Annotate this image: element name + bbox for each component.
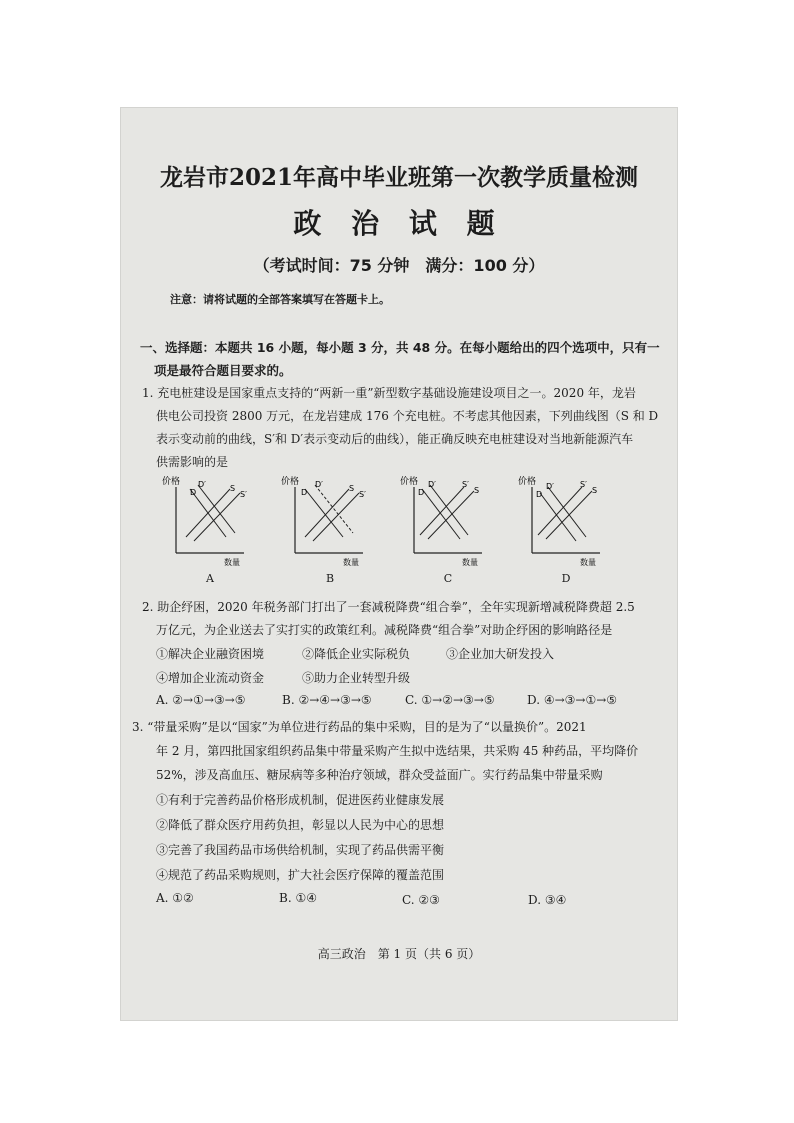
- chart-a-label-2: D: [190, 488, 197, 497]
- chart-c-option-label: C: [443, 572, 453, 585]
- q1-line-4: 供需影响的是: [156, 455, 229, 469]
- chart-c-label-1: D′: [428, 480, 436, 489]
- chart-a-label-1: D′: [198, 480, 206, 489]
- chart-d-xlabel: 数量: [580, 558, 596, 567]
- chart-d-ylabel: 价格: [518, 477, 537, 487]
- chart-b-label-2: D: [301, 488, 308, 497]
- chart-a-label-3: S: [230, 484, 236, 493]
- q2-option-b: B. ②→④→③→⑤: [282, 693, 372, 707]
- q3-item-3: ③完善了我国药品市场供给机制，实现了药品供需平衡: [156, 843, 445, 857]
- chart-b-label-1: D′: [315, 480, 323, 489]
- chart-c-label-3: S′: [462, 480, 469, 489]
- chart-a-label-4: S′: [240, 490, 247, 499]
- q2-option-a: A. ②→①→③→⑤: [156, 693, 246, 707]
- q2-option-c: C. ①→②→③→⑤: [405, 693, 495, 707]
- q3-line-1: 3. “带量采购”是以“国家”为单位进行药品的集中采购，目的是为了“以量换价”。2021: [132, 720, 587, 734]
- q2-item-3: ③企业加大研发投入: [446, 647, 555, 661]
- chart-b-ylabel: 价格: [281, 477, 300, 487]
- q3-option-c: C. ②③: [402, 893, 440, 907]
- chart-d-label-4: S: [592, 486, 598, 495]
- page-footer: 高三政治 第 1 页（共 6 页）: [317, 947, 481, 961]
- section-heading-line2: 项是最符合题目要求的。: [154, 363, 292, 378]
- notice: 注意：请将试题的全部答案填写在答题卡上。: [170, 293, 390, 306]
- chart-option-d: [516, 475, 616, 585]
- q3-item-1: ①有利于完善药品价格形成机制，促进医药业健康发展: [156, 793, 445, 807]
- chart-c-label-2: D: [418, 488, 425, 497]
- exam-paper: [120, 107, 678, 1021]
- chart-a-xlabel: 数量: [224, 558, 240, 567]
- chart-option-a: [160, 475, 260, 585]
- q2-item-1: ①解决企业融资困境: [156, 647, 265, 661]
- chart-c-xlabel: 数量: [462, 558, 478, 567]
- q2-item-2: ②降低企业实际税负: [302, 647, 411, 661]
- chart-b-xlabel: 数量: [343, 558, 359, 567]
- q1-line-2: 供电公司投资 2800 万元，在龙岩建成 176 个充电桩。不考虑其他因素，下列曲线图（S 和 D: [156, 409, 659, 423]
- section-heading-line1: 一、选择题：本题共 16 小题，每小题 3 分，共 48 分。在每小题给出的四个选项中，只有一: [140, 340, 660, 355]
- exam-title: 龙岩市2021年高中毕业班第一次教学质量检测: [159, 164, 638, 191]
- chart-b-label-3: S: [349, 484, 355, 493]
- q2-option-d: D. ④→③→①→⑤: [527, 693, 618, 707]
- chart-option-b: [279, 475, 379, 585]
- chart-d-option-label: D: [561, 572, 571, 585]
- q3-option-b: B. ①④: [279, 891, 317, 905]
- q3-option-a: A. ①②: [156, 891, 194, 905]
- q2-line-2: 万亿元，为企业送去了实打实的政策红利。减税降费“组合拳”对助企纾困的影响路径是: [156, 623, 613, 637]
- subject-title: 政 治 试 题: [293, 207, 505, 240]
- q3-item-4: ④规范了药品采购规则，扩大社会医疗保障的覆盖范围: [156, 868, 445, 882]
- q3-option-d: D. ③④: [528, 893, 567, 907]
- q3-line-2: 年 2 月，第四批国家组织药品集中带量采购产生拟中选结果，共采购 45 种药品，平均降价: [156, 744, 639, 758]
- exam-info: （考试时间：75 分钟 满分：100 分）: [253, 256, 545, 275]
- q1-line-1: 1. 充电桩建设是国家重点支持的“两新一重”新型数字基础设施建设项目之一。2020 年，龙岩: [142, 386, 636, 400]
- q2-item-4: ④增加企业流动资金: [156, 671, 265, 685]
- q2-line-1: 2. 助企纾困，2020 年税务部门打出了一套减税降费“组合拳”，全年实现新增减税降费超 2.5: [142, 600, 635, 614]
- q1-line-3: 表示变动前的曲线，S′和 D′表示变动后的曲线），能正确反映充电桩建设对当地新能源汽车: [156, 432, 634, 446]
- q3-line-3: 52%，涉及高血压、糖尿病等多种治疗领域，群众受益面广。实行药品集中带量采购: [156, 768, 603, 782]
- chart-c-label-4: S: [474, 486, 480, 495]
- q2-item-5: ⑤助力企业转型升级: [302, 671, 411, 685]
- chart-c-ylabel: 价格: [400, 477, 419, 487]
- chart-a-ylabel: 价格: [162, 477, 181, 487]
- chart-b-option-label: B: [325, 572, 335, 585]
- chart-d-label-1: D: [536, 490, 543, 499]
- chart-option-c: [398, 475, 498, 585]
- chart-a-option-label: A: [206, 572, 214, 585]
- q3-item-2: ②降低了群众医疗用药负担，彰显以人民为中心的思想: [156, 818, 445, 832]
- chart-b-label-4: S′: [359, 490, 366, 499]
- chart-d-label-3: S′: [580, 480, 587, 489]
- chart-d-label-2: D′: [546, 482, 554, 491]
